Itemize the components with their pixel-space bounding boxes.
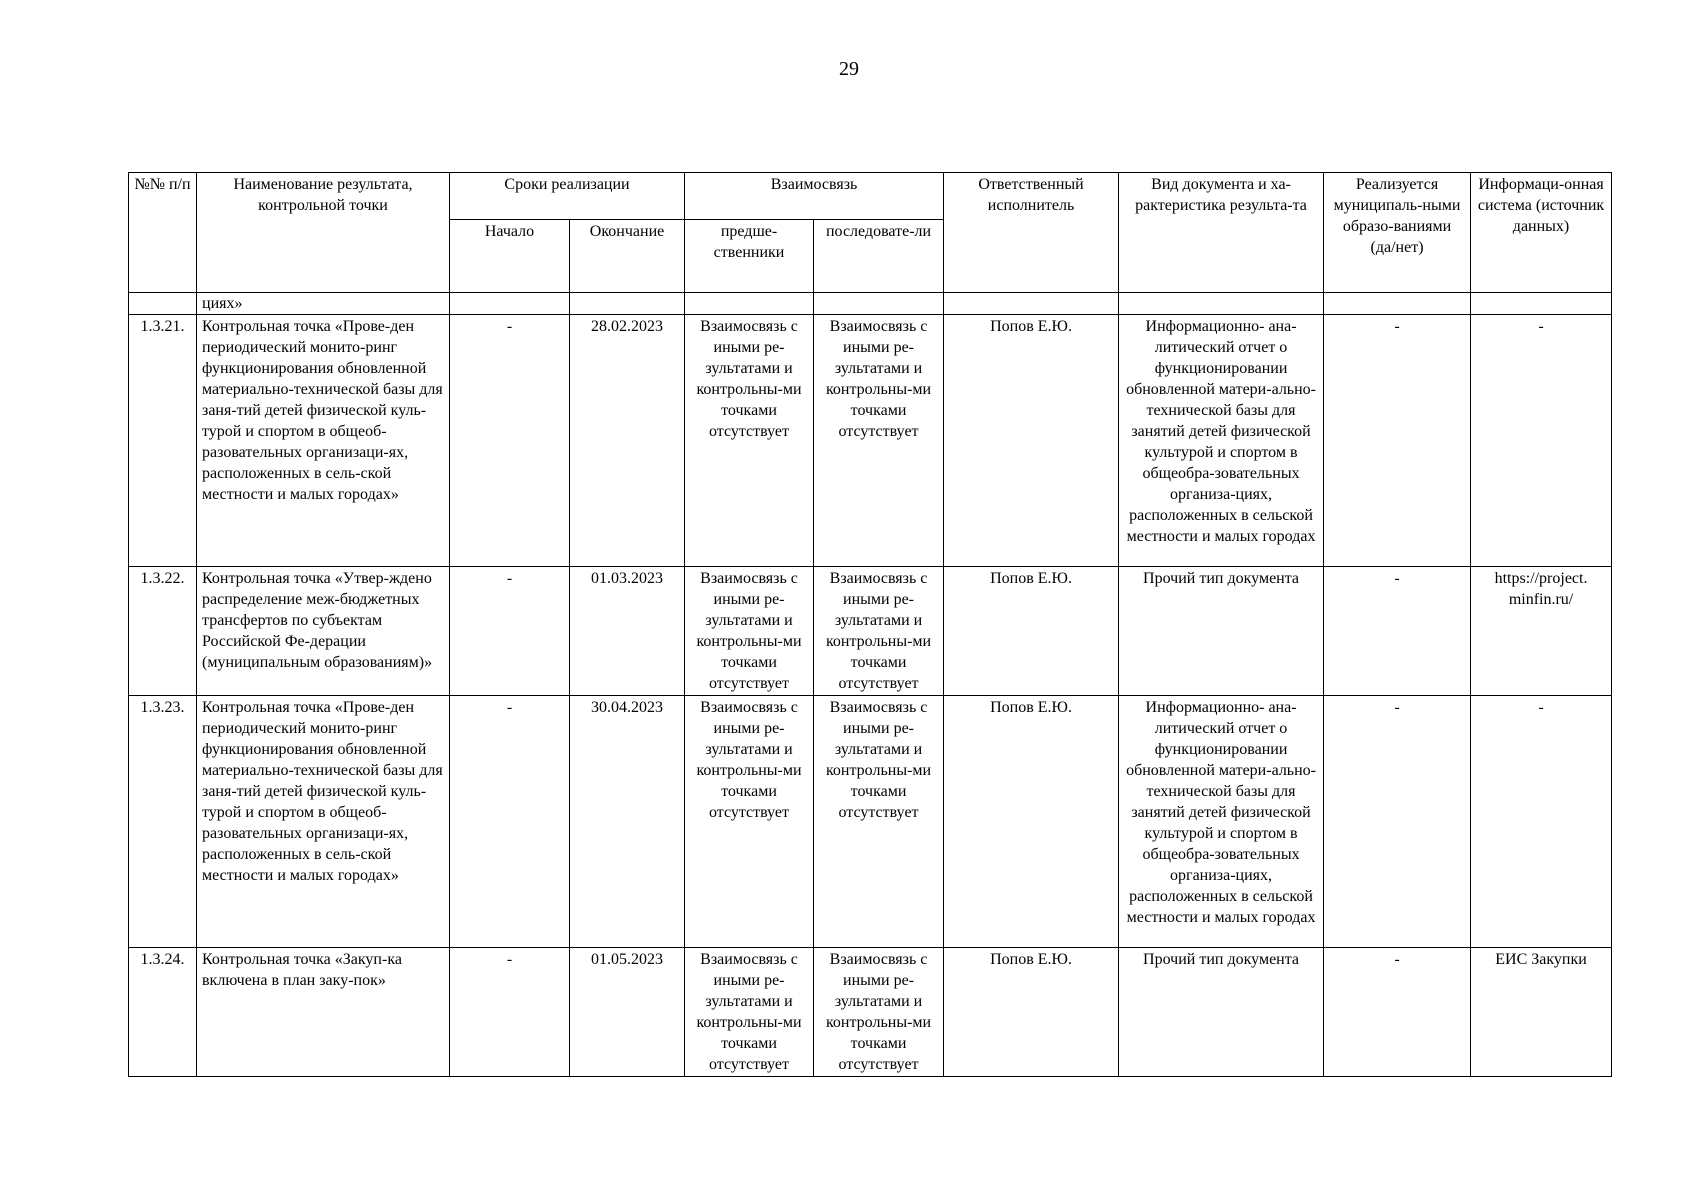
table-row [129, 696, 1612, 948]
header-doc-type: Вид документа и ха-рактеристика результа-та [1119, 173, 1324, 293]
header-terms: Сроки реализации [450, 173, 685, 220]
row-num: 1.3.23. [129, 696, 197, 948]
row-start: - [450, 948, 570, 1077]
row-start: - [450, 696, 570, 948]
continuation-row [129, 293, 1612, 315]
row-end: 01.03.2023 [570, 567, 685, 696]
header-row [129, 173, 1612, 220]
row-municipal: - [1324, 567, 1471, 696]
row-start: - [450, 315, 570, 567]
row-municipal: - [1324, 948, 1471, 1077]
header-name: Наименование результата, контрольной точки [197, 173, 450, 293]
row-name: Контрольная точка «Прове-ден периодический монито-ринг функционирования обновленной материально-технической базы для заня-тий детей физической куль-турой и спортом в общеоб-разовательных организаци-ях, расположенных в сель-ской местности и малых городах» [197, 315, 450, 567]
row-responsible: Попов Е.Ю. [944, 696, 1119, 948]
row-info-system: ЕИС Закупки [1471, 948, 1612, 1077]
row-info-system: - [1471, 696, 1612, 948]
continuation-text: циях» [197, 293, 450, 315]
row-prev: Взаимосвязь с иными ре-зультатами и контрольны-ми точками отсутствует [685, 315, 814, 567]
header-responsible: Ответственный исполнитель [944, 173, 1119, 293]
table-row [129, 567, 1612, 696]
row-prev: Взаимосвязь с иными ре-зультатами и контрольны-ми точками отсутствует [685, 696, 814, 948]
row-doc-type: Информационно- ана-литический отчет о функционировании обновленной матери-ально- технической базы для занятий детей физической культурой и спортом в общеобра-зовательных организа-циях, расположенных в сельской местности и малых городах [1119, 696, 1324, 948]
row-responsible: Попов Е.Ю. [944, 567, 1119, 696]
implementation-plan-table [128, 172, 1612, 1077]
header-relation: Взаимосвязь [685, 173, 944, 220]
row-prev: Взаимосвязь с иными ре-зультатами и контрольны-ми точками отсутствует [685, 948, 814, 1077]
row-info-system: https://project. minfin.ru/ [1471, 567, 1612, 696]
header-relation-next: последовате-ли [814, 220, 944, 293]
header-num: №№ п/п [129, 173, 197, 293]
row-next: Взаимосвязь с иными ре-зультатами и контрольны-ми точками отсутствует [814, 567, 944, 696]
row-municipal: - [1324, 315, 1471, 567]
row-next: Взаимосвязь с иными ре-зультатами и контрольны-ми точками отсутствует [814, 315, 944, 567]
row-num: 1.3.21. [129, 315, 197, 567]
row-name: Контрольная точка «Прове-ден периодический монито-ринг функционирования обновленной материально-технической базы для заня-тий детей физической куль-турой и спортом в общеоб-разовательных организаци-ях, расположенных в сель-ской местности и малых городах» [197, 696, 450, 948]
header-relation-prev: предше-ственники [685, 220, 814, 293]
row-next: Взаимосвязь с иными ре-зультатами и контрольны-ми точками отсутствует [814, 696, 944, 948]
header-municipal: Реализуется муниципаль-ными образо-ваниями (да/нет) [1324, 173, 1471, 293]
row-end: 28.02.2023 [570, 315, 685, 567]
row-doc-type: Информационно- ана-литический отчет о функционировании обновленной матери-ально- технической базы для занятий детей физической культурой и спортом в общеобра-зовательных организа-циях, расположенных в сельской местности и малых городах [1119, 315, 1324, 567]
row-prev: Взаимосвязь с иными ре-зультатами и контрольны-ми точками отсутствует [685, 567, 814, 696]
header-terms-end: Окончание [570, 220, 685, 293]
row-num: 1.3.24. [129, 948, 197, 1077]
row-start: - [450, 567, 570, 696]
page-number: 29 [839, 58, 859, 80]
header-terms-start: Начало [450, 220, 570, 293]
row-doc-type: Прочий тип документа [1119, 948, 1324, 1077]
row-doc-type: Прочий тип документа [1119, 567, 1324, 696]
header-info-system: Информаци-онная система (источник данных) [1471, 173, 1612, 293]
row-info-system: - [1471, 315, 1612, 567]
row-responsible: Попов Е.Ю. [944, 948, 1119, 1077]
row-end: 30.04.2023 [570, 696, 685, 948]
table-row [129, 948, 1612, 1077]
row-name: Контрольная точка «Закуп-ка включена в план заку-пок» [197, 948, 450, 1077]
table-row [129, 315, 1612, 567]
row-responsible: Попов Е.Ю. [944, 315, 1119, 567]
row-num: 1.3.22. [129, 567, 197, 696]
row-next: Взаимосвязь с иными ре-зультатами и контрольны-ми точками отсутствует [814, 948, 944, 1077]
row-end: 01.05.2023 [570, 948, 685, 1077]
row-name: Контрольная точка «Утвер-ждено распределение меж-бюджетных трансфертов по субъектам Российской Фе-дерации (муниципальным образованиям)» [197, 567, 450, 696]
row-municipal: - [1324, 696, 1471, 948]
